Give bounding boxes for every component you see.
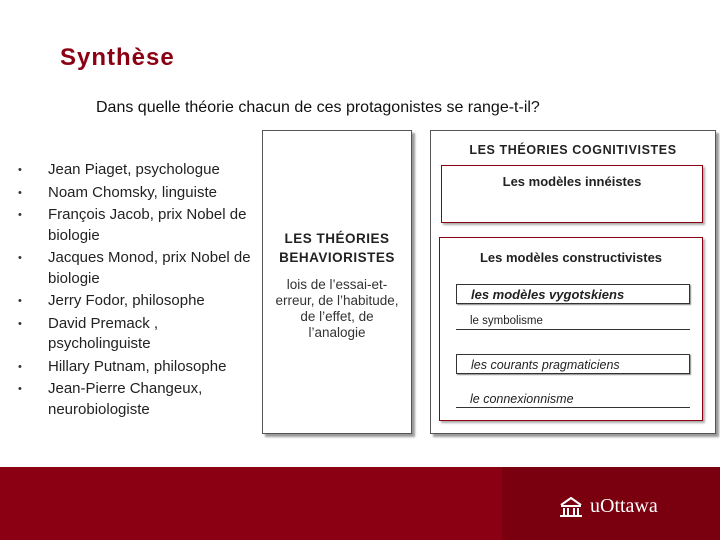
university-logo	[558, 495, 658, 518]
behaviorist-title	[263, 229, 411, 267]
innate-models-label: Les modèles innéistes	[502, 174, 642, 189]
cognitivist-title: LES THÉORIES COGNITIVISTES	[469, 143, 677, 157]
innate-models-box	[441, 165, 703, 223]
behaviorist-title-line: LES THÉORIES	[284, 231, 390, 246]
behaviorist-text-line: lois de l’essai-et-	[286, 277, 388, 292]
pragmatic-currents-box: les courants pragmaticiens	[456, 354, 690, 374]
list-item: • David Premack , psycholinguiste	[18, 314, 253, 355]
constructivist-models-label: Les modèles constructivistes	[479, 250, 663, 265]
list-item: • Jacques Monod, prix Nobel de biologie	[18, 248, 253, 289]
protagonist-list	[18, 160, 253, 422]
vygotsky-models-box: les modèles vygotskiens	[456, 284, 690, 304]
logo-text: uOttawa	[590, 495, 658, 517]
connectionism-label: le connexionnisme	[456, 390, 690, 408]
list-item: • Hillary Putnam, philosophe	[18, 357, 253, 378]
behaviorist-title-line: BEHAVIORISTES	[279, 250, 395, 265]
list-item: • Jean Piaget, psychologue	[18, 160, 253, 181]
behaviorist-text-line: l’analogie	[308, 325, 366, 340]
behaviorist-panel	[262, 130, 412, 434]
constructivist-models-box	[439, 237, 703, 421]
university-building-icon	[558, 496, 584, 518]
list-item: • Noam Chomsky, linguiste	[18, 183, 253, 204]
slide-title: Synthèse	[60, 44, 175, 71]
cognitivist-panel	[430, 130, 716, 434]
behaviorist-text	[263, 277, 411, 341]
footer-logo-area	[502, 467, 720, 540]
symbolism-label: le symbolisme	[456, 312, 690, 330]
list-item: • Jerry Fodor, philosophe	[18, 291, 253, 312]
footer-bar	[0, 467, 720, 540]
list-item: • François Jacob, prix Nobel de biologie	[18, 205, 253, 246]
slide-question: Dans quelle théorie chacun de ces protagonistes se range-t-il?	[96, 99, 540, 116]
list-item: • Jean-Pierre Changeux, neurobiologiste	[18, 379, 253, 420]
behaviorist-text-line: erreur, de l’habitude,	[275, 293, 399, 308]
behaviorist-text-line: de l’effet, de	[300, 309, 374, 324]
